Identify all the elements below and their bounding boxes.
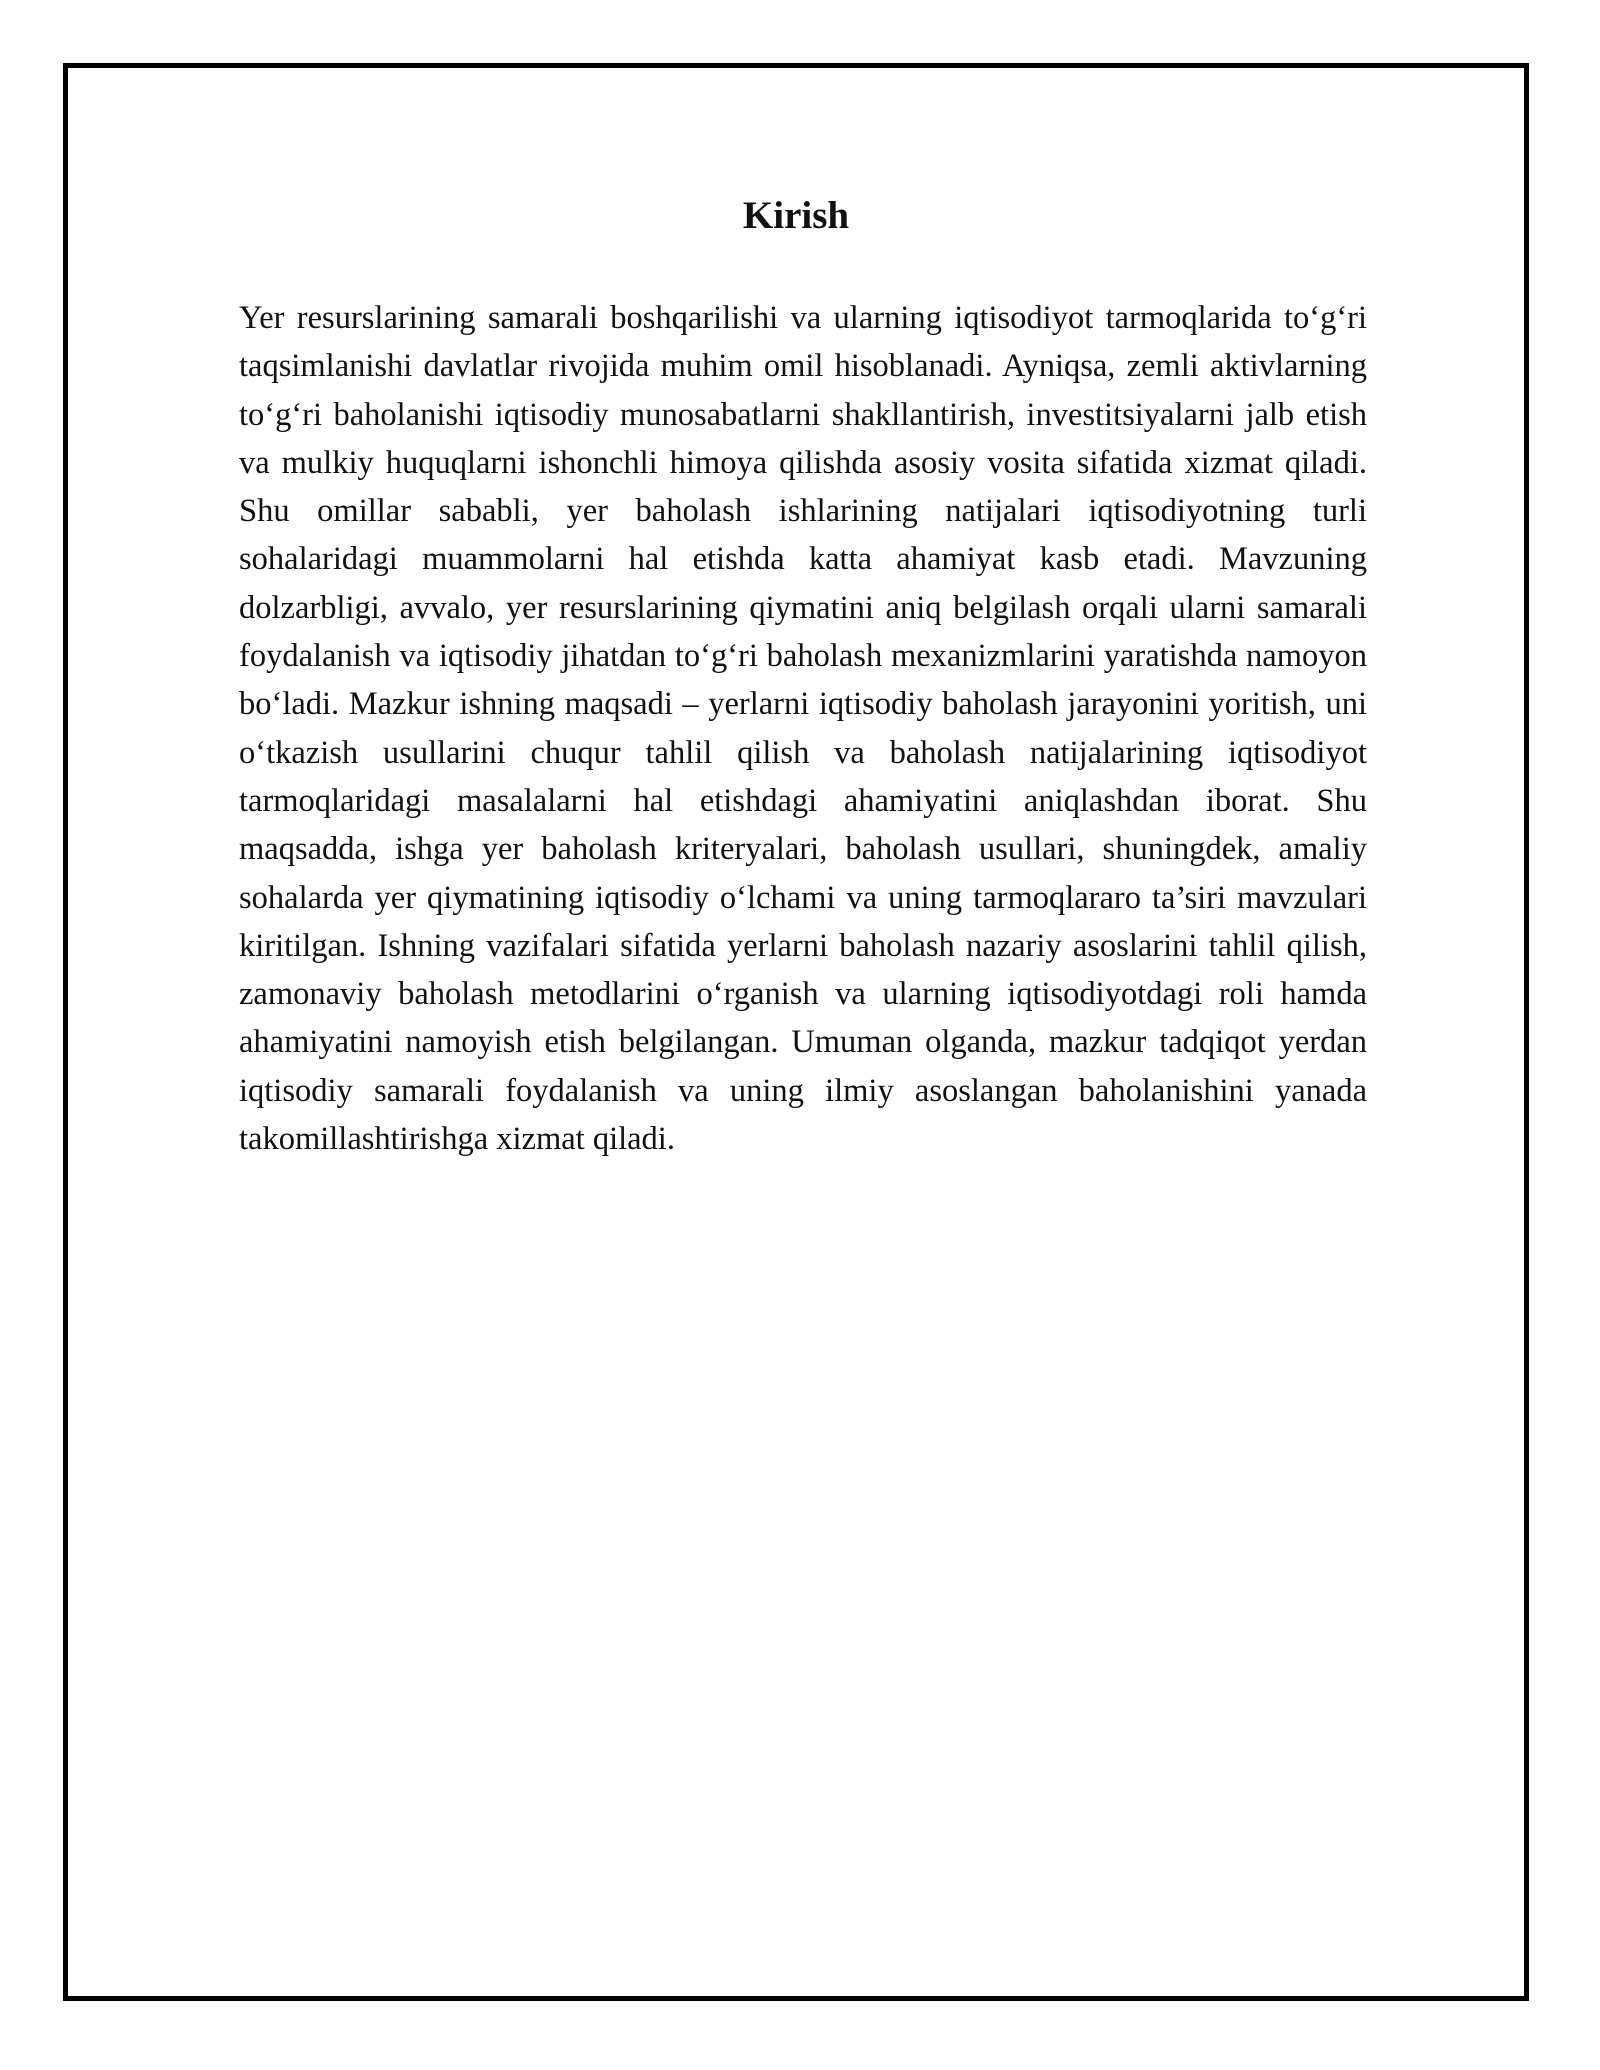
page-border: [63, 63, 1529, 2001]
body-paragraph: Yer resurslarining samarali boshqarilishi va ularning iqtisodiyot tarmoqlarida to‘g‘ri taqsimlanishi davlatlar rivojida muhim omil hisoblanadi. Ayniqsa, zemli aktivlarning to‘g‘ri baholanishi iqtisodiy munosabatlarni shakllantirish, investitsiyalarni jalb etish va mulkiy huquqlarni ishonchli himoya qilishda asosiy vosita sifatida xizmat qiladi. Shu omillar sababli, yer baholash ishlarining natijalari iqtisodiyotning turli sohalaridagi muammolarni hal etishda katta ahamiyat kasb etadi. Mavzuning dolzarbligi, avvalo, yer resurslarining qiymatini aniq belgilash orqali ularni samarali foydalanish va iqtisodiy jihatdan to‘g‘ri baholash mexanizmlarini yaratishda namoyon bo‘ladi. Mazkur ishning maqsadi – yerlarni iqtisodiy baholash jarayonini yoritish, uni o‘tkazish usullarini chuqur tahlil qilish va baholash natijalarining iqtisodiyot tarmoqlaridagi masalalarni hal etishdagi ahamiyatini aniqlashdan iborat. Shu maqsadda, ishga yer baholash kriteryalari, baholash usullari, shuningdek, amaliy sohalarda yer qiymatining iqtisodiy o‘lchami va uning tarmoqlararo ta’siri mavzulari kiritilgan. Ishning vazifalari sifatida yerlarni baholash nazariy asoslarini tahlil qilish, zamonaviy baholash metodlarini o‘rganish va ularning iqtisodiyotdagi roli hamda ahamiyatini namoyish etish belgilangan. Umuman olganda, mazkur tadqiqot yerdan iqtisodiy samarali foydalanish va uning ilmiy asoslangan baholanishini yanada takomillashtirishga xizmat qiladi.: [239, 300, 1367, 1158]
page-title: Kirish: [742, 194, 850, 237]
